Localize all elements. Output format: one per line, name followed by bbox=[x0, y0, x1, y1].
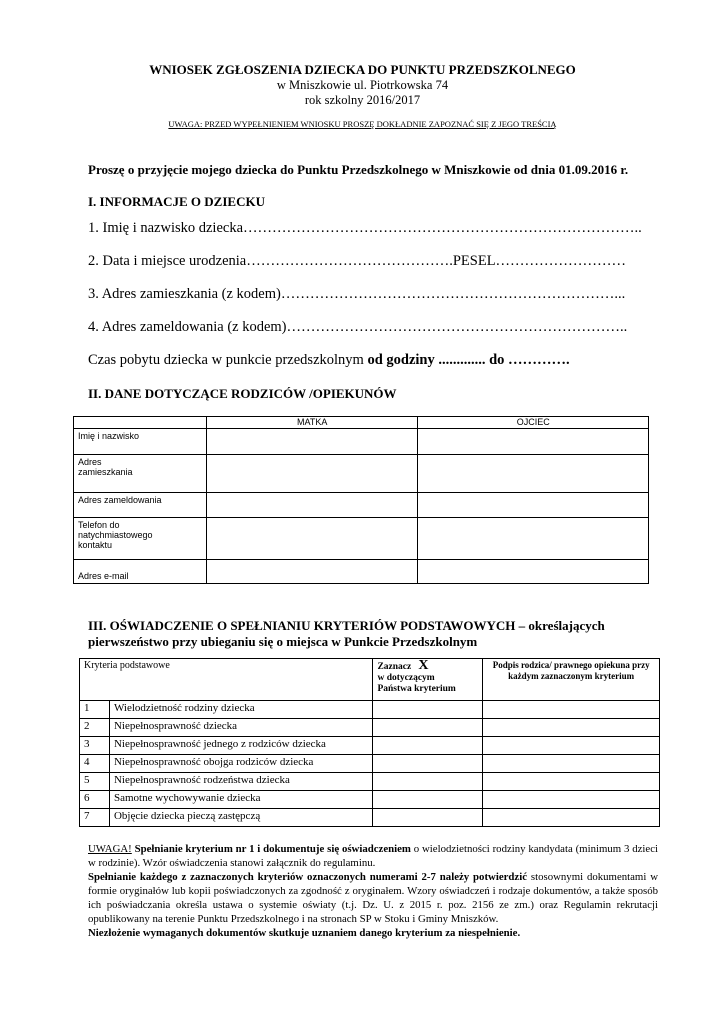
criterion-signature-cell[interactable] bbox=[483, 755, 660, 773]
note-1-text: o wielodzietności rodziny kandydata (minimum 3 dzieci w rodzinie). Wzór oświadczenia stanowi załącznik do regulaminu. bbox=[88, 843, 658, 869]
notes-block bbox=[88, 842, 658, 940]
registered-address-field[interactable]: 4. Adres zameldowania (z kodem)…………………………………………………………….. bbox=[88, 319, 628, 335]
school-year: rok szkolny 2016/2017 bbox=[304, 93, 421, 107]
mother-registered-cell[interactable] bbox=[206, 493, 418, 518]
criterion-no: 3 bbox=[80, 737, 110, 755]
row-label-email: Adres e-mail bbox=[74, 560, 207, 584]
row-label-registered: Adres zameldowania bbox=[74, 493, 207, 518]
col-mark-label: Zaznacz bbox=[377, 662, 412, 672]
birth-pesel-field[interactable]: 2. Data i miejsce urodzenia…………………………………….PESEL……………………… bbox=[88, 253, 627, 269]
criterion-mark-cell[interactable] bbox=[373, 809, 483, 827]
criterion-no: 6 bbox=[80, 791, 110, 809]
criterion-no: 7 bbox=[80, 809, 110, 827]
criterion-signature-cell[interactable] bbox=[483, 701, 660, 719]
father-phone-cell[interactable] bbox=[418, 518, 649, 560]
parents-table bbox=[73, 416, 649, 584]
note-warning: UWAGA! bbox=[88, 843, 132, 855]
criterion-text: Samotne wychowywanie dziecka bbox=[109, 791, 373, 809]
form-title: WNIOSEK ZGŁOSZENIA DZIECKA DO PUNKTU PRZEDSZKOLNEGO bbox=[149, 62, 576, 77]
col-mark-label-3: Państwa kryterium bbox=[377, 684, 456, 694]
criteria-table bbox=[79, 658, 660, 827]
note-2-text: stosownymi dokumentami w formie oryginałów lub kopii poświadczonych za zgodność z oryginałem. Wzory oświadczeń i rodzaje dokumentów, a także sposób ich poświadczania określa ustawa o systemie oświaty (t.j. Dz. U. z 2015 r. poz. 2156 ze zm.) oraz Regulamin rekrutacji opublikowany na terenie Punktu Przedszkolnego i na stronach SP w Stoku i Gminy Mniszków. bbox=[88, 871, 658, 925]
criterion-signature-cell[interactable] bbox=[483, 737, 660, 755]
col-mark-label-2: w dotyczącym bbox=[377, 673, 435, 683]
mark-x-symbol: X bbox=[418, 658, 429, 673]
criterion-signature-cell[interactable] bbox=[483, 809, 660, 827]
criterion-text: Objęcie dziecka pieczą zastępczą bbox=[109, 809, 373, 827]
father-residence-cell[interactable] bbox=[418, 455, 649, 493]
admission-request: Proszę o przyjęcie mojego dziecka do Punktu Przedszkolnego w Mniszkowie od dnia 01.09.2016 r. bbox=[88, 162, 629, 177]
father-name-cell[interactable] bbox=[418, 429, 649, 455]
criterion-text: Wielodzietność rodziny dziecka bbox=[109, 701, 373, 719]
row-label-phone: Telefon do natychmiastowego kontaktu bbox=[74, 518, 207, 560]
child-name-field[interactable]: 1. Imię i nazwisko dziecka……………………………………………………………………….. bbox=[88, 220, 642, 236]
stay-time-hours: od godziny ............. do …………. bbox=[367, 352, 570, 368]
father-email-cell[interactable] bbox=[418, 560, 649, 584]
row-label-name: Imię i nazwisko bbox=[74, 429, 207, 455]
residence-address-field[interactable]: 3. Adres zamieszkania (z kodem)……………………………………………………………... bbox=[88, 286, 626, 302]
col-mark bbox=[373, 659, 483, 701]
col-criteria: Kryteria podstawowe bbox=[80, 659, 373, 701]
criterion-mark-cell[interactable] bbox=[373, 719, 483, 737]
mother-name-cell[interactable] bbox=[206, 429, 418, 455]
mother-phone-cell[interactable] bbox=[206, 518, 418, 560]
section-1-title: I. INFORMACJE O DZIECKU bbox=[88, 194, 265, 209]
form-address: w Mniszkowie ul. Piotrkowska 74 bbox=[276, 78, 449, 92]
note-3: Niezłożenie wymaganych dokumentów skutkuje uznaniem danego kryterium za niespełnienie. bbox=[88, 927, 521, 939]
stay-time-label: Czas pobytu dziecka w punkcie przedszkolnym bbox=[88, 352, 368, 368]
criterion-text: Niepełnosprawność dziecka bbox=[109, 719, 373, 737]
criterion-text: Niepełnosprawność rodzeństwa dziecka bbox=[109, 773, 373, 791]
note-1-bold: Spełnianie kryterium nr 1 i dokumentuje się oświadczeniem bbox=[131, 843, 411, 855]
note-2-bold: Spełnianie każdego z zaznaczonych kryteriów oznaczonych numerami 2-7 należy potwierdzić bbox=[88, 871, 528, 883]
criterion-signature-cell[interactable] bbox=[483, 773, 660, 791]
criterion-mark-cell[interactable] bbox=[373, 755, 483, 773]
mother-residence-cell[interactable] bbox=[206, 455, 418, 493]
criterion-no: 4 bbox=[80, 755, 110, 773]
criterion-text: Niepełnosprawność obojga rodziców dziecka bbox=[109, 755, 373, 773]
section-3-title-line2: pierwszeństwo przy ubieganiu się o miejsca w Punkcie Przedszkolnym bbox=[88, 634, 478, 649]
criterion-no: 1 bbox=[80, 701, 110, 719]
criterion-signature-cell[interactable] bbox=[483, 719, 660, 737]
mother-email-cell[interactable] bbox=[206, 560, 418, 584]
criterion-mark-cell[interactable] bbox=[373, 701, 483, 719]
criterion-mark-cell[interactable] bbox=[373, 791, 483, 809]
criterion-no: 5 bbox=[80, 773, 110, 791]
criterion-mark-cell[interactable] bbox=[373, 773, 483, 791]
col-father: OJCIEC bbox=[418, 417, 649, 429]
warning-note: UWAGA: PRZED WYPEŁNIENIEM WNIOSKU PROSZĘ DOKŁADNIE ZAPOZNAĆ SIĘ Z JEGO TREŚCIĄ bbox=[168, 119, 557, 129]
note-2 bbox=[88, 870, 658, 926]
criterion-no: 2 bbox=[80, 719, 110, 737]
section-3-title-line1: III. OŚWIADCZENIE O SPEŁNIANIU KRYTERIÓW PODSTAWOWYCH – określających bbox=[88, 618, 605, 633]
criterion-text: Niepełnosprawność jednego z rodziców dziecka bbox=[109, 737, 373, 755]
criterion-mark-cell[interactable] bbox=[373, 737, 483, 755]
stay-time-field[interactable] bbox=[88, 352, 570, 369]
section-2-title: II. DANE DOTYCZĄCE RODZICÓW /OPIEKUNÓW bbox=[88, 386, 397, 401]
father-registered-cell[interactable] bbox=[418, 493, 649, 518]
note-1 bbox=[88, 842, 658, 870]
criterion-signature-cell[interactable] bbox=[483, 791, 660, 809]
col-mother: MATKA bbox=[206, 417, 418, 429]
col-signature: Podpis rodzica/ prawnego opiekuna przy każdym zaznaczonym kryterium bbox=[483, 659, 660, 701]
parents-corner bbox=[74, 417, 207, 429]
row-label-residence: Adres zamieszkania bbox=[74, 455, 207, 493]
